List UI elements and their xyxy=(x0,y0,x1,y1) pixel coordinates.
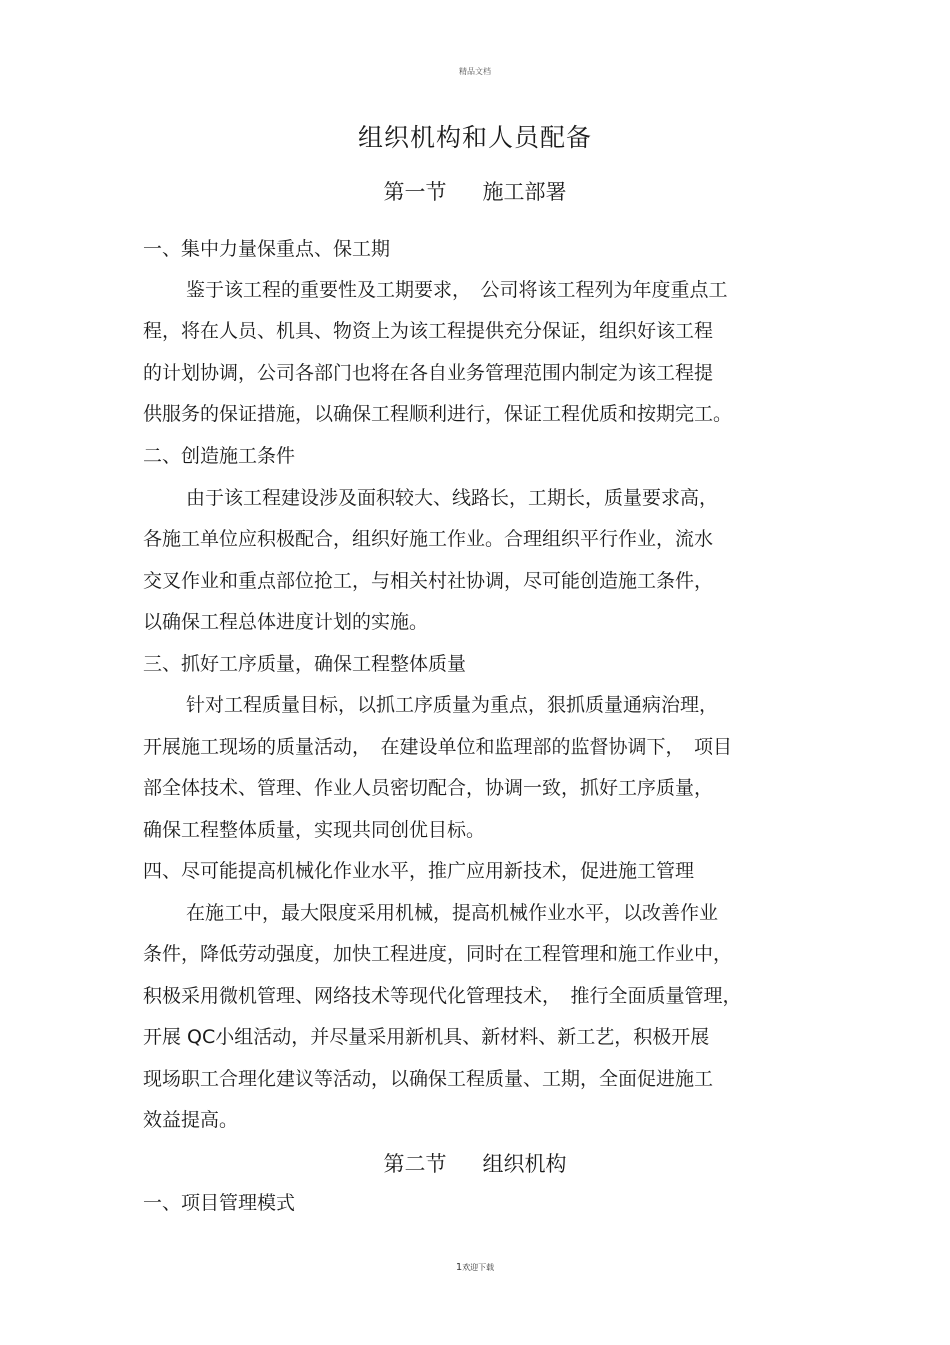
paragraph-line: 由于该工程建设涉及面积较大、线路长，工期长，质量要求高， xyxy=(186,487,719,509)
paragraph-line: 效益提高。 xyxy=(143,1109,239,1131)
paragraph-line: 部全体技术、管理、作业人员密切配合，协调一致，抓好工序质量， xyxy=(143,777,714,799)
paragraph-line: 开展 QC小组活动，并尽量采用新机具、新材料、新工艺，积极开展 xyxy=(143,1026,710,1048)
paragraph-line: 以确保工程总体进度计划的实施。 xyxy=(143,611,429,633)
page-header: 精品文档 xyxy=(459,67,491,76)
subheading: 一、集中力量保重点、保工期 xyxy=(143,238,391,260)
paragraph-line: 各施工单位应积极配合，组织好施工作业。合理组织平行作业，流水 xyxy=(143,528,714,550)
paragraph-line: 条件，降低劳动强度，加快工程进度，同时在工程管理和施工作业中， xyxy=(143,943,733,965)
paragraph-line: 供服务的保证措施，以确保工程顺利进行，保证工程优质和按期完工。 xyxy=(143,403,733,425)
section-heading-1 xyxy=(0,176,950,206)
paragraph-line: 交叉作业和重点部位抢工，与相关村社协调，尽可能创造施工条件， xyxy=(143,570,714,592)
paragraph-line: 程，将在人员、机具、物资上为该工程提供充分保证，组织好该工程 xyxy=(143,320,714,342)
subheading: 二、创造施工条件 xyxy=(143,445,296,467)
page-number: 1 xyxy=(455,1262,463,1273)
document-title: 组织机构和人员配备 xyxy=(357,123,592,152)
paragraph-line: 针对工程质量目标，以抓工序质量为重点，狠抓质量通病治理， xyxy=(186,694,719,716)
paragraph-line: 在施工中，最大限度采用机械，提高机械作业水平，以改善作业 xyxy=(186,902,719,924)
paragraph-line: 确保工程整体质量，实现共同创优目标。 xyxy=(143,819,486,841)
subheading: 一、项目管理模式 xyxy=(143,1192,296,1214)
paragraph-line: 的计划协调，公司各部门也将在各自业务管理范围内制定为该工程提 xyxy=(143,362,714,384)
paragraph-line: 现场职工合理化建议等活动，以确保工程质量、工期，全面促进施工 xyxy=(143,1068,714,1090)
paragraph-line: 积极采用微机管理、网络技术等现代化管理技术， 推行全面质量管理， xyxy=(143,985,742,1007)
paragraph-line: 开展施工现场的质量活动， 在建设单位和监理部的监督协调下， 项目 xyxy=(143,736,733,758)
page-footer xyxy=(0,1262,950,1273)
subheading: 三、抓好工序质量，确保工程整体质量 xyxy=(143,653,467,675)
subheading: 四、尽可能提高机械化作业水平，推广应用新技术，促进施工管理 xyxy=(143,860,695,882)
section-heading-2 xyxy=(0,1148,950,1178)
paragraph-line: 鉴于该工程的重要性及工期要求， 公司将该工程列为年度重点工 xyxy=(186,279,728,301)
section-name: 组织机构 xyxy=(482,1152,567,1176)
section-name: 施工部署 xyxy=(482,180,567,204)
section-number: 第一节 xyxy=(383,180,447,204)
section-number: 第二节 xyxy=(383,1152,447,1176)
footer-text: 欢迎下载 xyxy=(462,1263,495,1272)
